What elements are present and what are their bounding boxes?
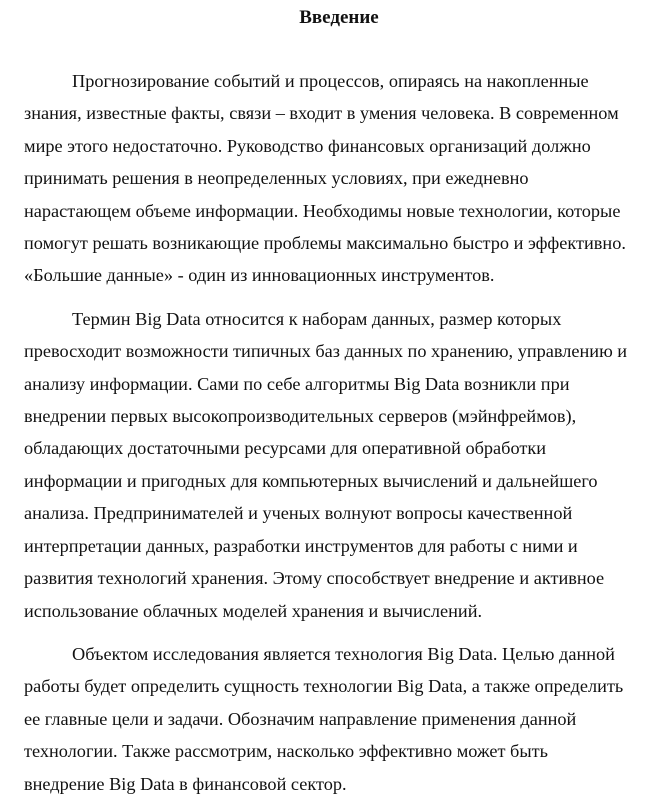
paragraph-line: работы будет определить сущность технологии Big Data, а также определить	[24, 676, 624, 697]
paragraph-intro	[24, 65, 654, 292]
paragraph-line: внедрение Big Data в финансовой сектор.	[24, 773, 347, 794]
paragraph-line: использование облачных моделей хранения и вычислений.	[24, 600, 483, 621]
document-title: Введение	[299, 7, 379, 28]
paragraph-line: «Большие данные» - один из инновационных инструментов.	[24, 265, 495, 286]
paragraph-line: ее главные цели и задачи. Обозначим направление применения данной	[24, 708, 577, 729]
paragraph-line: внедрении первых высокопроизводительных серверов (мэйнфреймов),	[24, 406, 577, 427]
paragraph-line: принимать решения в неопределенных условиях, при ежедневно	[24, 168, 529, 189]
paragraph-line: обладающих достаточными ресурсами для оперативной обработки	[24, 438, 547, 459]
paragraph-line: анализа. Предпринимателей и ученых волнуют вопросы качественной	[24, 503, 573, 524]
paragraph-line: мире этого недостаточно. Руководство финансовых организаций должно	[24, 135, 591, 156]
paragraph-line: Объектом исследования является технология Big Data. Целью данной	[72, 643, 615, 664]
paragraph-line: Термин Big Data относится к наборам данных, размер которых	[72, 308, 562, 329]
paragraph-big-data-term	[24, 303, 654, 627]
paragraph-line: развития технологий хранения. Этому способствует внедрение и активное	[24, 568, 605, 589]
paragraph-line: нарастающем объеме информации. Необходимы новые технологии, которые	[24, 200, 621, 221]
paragraph-line: технологии. Также рассмотрим, насколько эффективно может быть	[24, 741, 548, 762]
paragraph-line: превосходит возможности типичных баз данных по хранению, управлению и	[24, 341, 628, 362]
paragraph-line: помогут решать возникающие проблемы максимально быстро и эффективно.	[24, 233, 626, 254]
paragraph-line: Прогнозирование событий и процессов, опираясь на накопленные	[72, 71, 589, 91]
paragraph-line: знания, известные факты, связи – входит в умения человека. В современном	[24, 103, 619, 124]
paragraph-research-object	[24, 638, 654, 800]
paragraph-line: информации и пригодных для компьютерных вычислений и дальнейшего	[24, 470, 598, 491]
paragraph-line: интерпретации данных, разработки инструментов для работы с ними и	[24, 535, 578, 556]
paragraph-line: анализу информации. Сами по себе алгоритмы Big Data возникли при	[24, 373, 570, 394]
